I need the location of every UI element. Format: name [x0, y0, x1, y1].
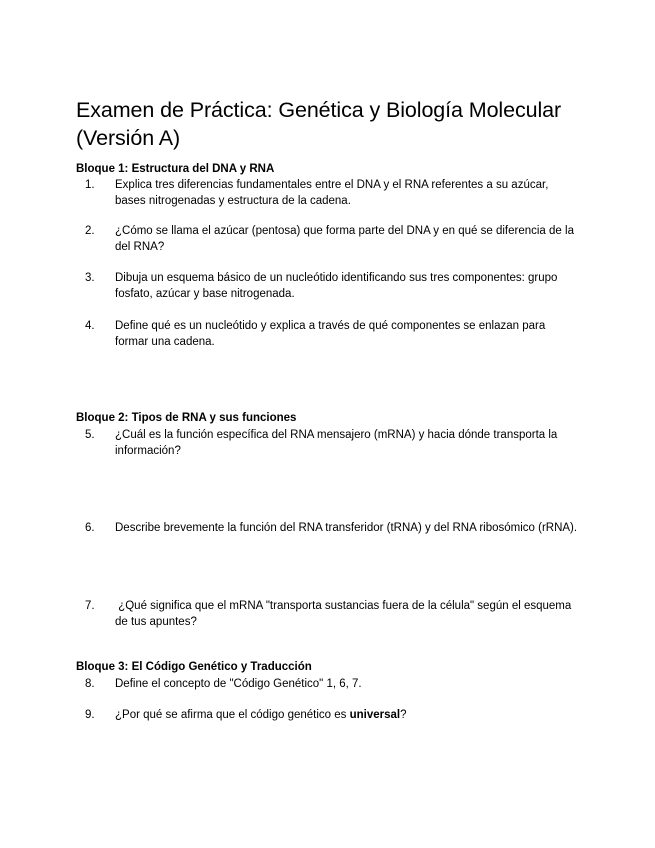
- question-8: [76, 676, 581, 692]
- question-number: 7.: [85, 600, 95, 612]
- question-text: [115, 707, 581, 723]
- question-text-end: ?: [400, 709, 407, 721]
- question-text: ¿Cuál es la función específica del RNA mensajero (mRNA) y hacia dónde transporta la información?: [115, 429, 558, 457]
- question-text-start: ¿Por qué se afirma que el código genético es: [115, 709, 350, 721]
- question-5: [76, 427, 581, 459]
- question-2: [76, 223, 581, 255]
- block-heading-3: Bloque 3: El Código Genético y Traducción: [76, 661, 312, 673]
- page-title: Examen de Práctica: Genética y Biología Molecular (Versión A): [76, 98, 562, 150]
- question-1: [76, 177, 581, 209]
- block-heading-1: Bloque 1: Estructura del DNA y RNA: [76, 163, 275, 175]
- question-text: Define el concepto de "Código Genético" 1, 6, 7.: [115, 678, 362, 690]
- question-text: Describe brevemente la función del RNA transferidor (tRNA) y del RNA ribosómico (rRNA).: [115, 522, 578, 534]
- question-text: ¿Qué significa que el mRNA "transporta sustancias fuera de la célula" según el esquema de tus apuntes?: [115, 600, 575, 628]
- question-number: 4.: [85, 320, 95, 332]
- block-heading-2: Bloque 2: Tipos de RNA y sus funciones: [76, 412, 297, 424]
- question-number: 9.: [85, 709, 95, 721]
- question-number: 5.: [85, 429, 95, 441]
- question-number: 8.: [85, 678, 95, 690]
- question-number: 3.: [85, 272, 95, 284]
- question-text: Define qué es un nucleótido y explica a través de qué componentes se enlazan para formar una cadena.: [115, 320, 546, 348]
- question-9: [76, 707, 581, 723]
- question-text: Explica tres diferencias fundamentales entre el DNA y el RNA referentes a su azúcar, bases nitrogenadas y estructura de la cadena.: [115, 179, 549, 207]
- question-text: ¿Cómo se llama el azúcar (pentosa) que forma parte del DNA y en qué se diferencia de la del RNA?: [115, 225, 574, 253]
- question-4: [76, 318, 581, 350]
- question-6: [76, 520, 581, 536]
- question-number: 1.: [85, 179, 95, 191]
- question-number: 2.: [85, 225, 95, 237]
- question-number: 6.: [85, 522, 95, 534]
- question-text: Dibuja un esquema básico de un nucleótido identificando sus tres componentes: grupo fosfato, azúcar y base nitrogenada.: [115, 272, 558, 300]
- question-3: [76, 270, 581, 302]
- question-7: [76, 598, 581, 630]
- question-emphasis: universal: [349, 709, 401, 721]
